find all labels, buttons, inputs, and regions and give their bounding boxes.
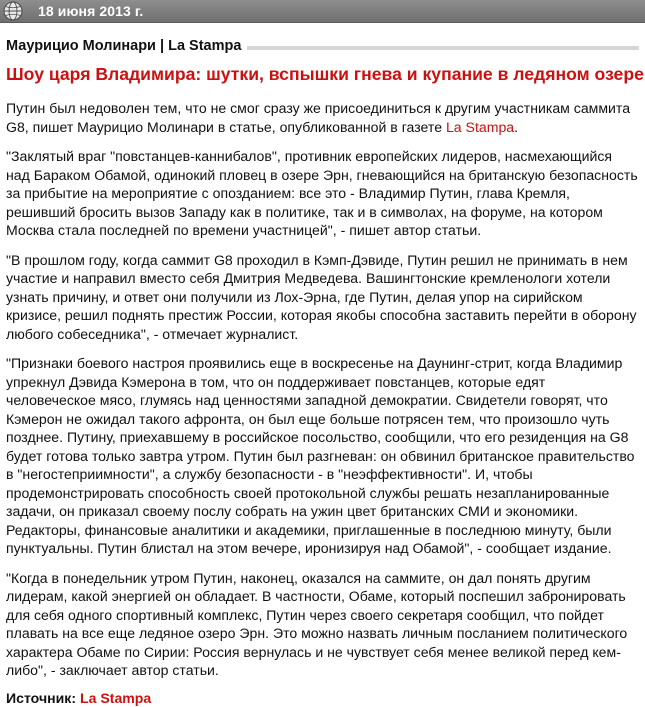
article-source xyxy=(6,689,639,707)
article-title: Шоу царя Владимира: шутки, вспышки гнева и купание в ледяном озере xyxy=(6,63,639,85)
globe-icon xyxy=(3,1,23,21)
author-bar xyxy=(6,38,639,56)
article-body xyxy=(6,99,639,707)
publication-date: 18 июня 2013 г. xyxy=(38,3,143,19)
article-intro xyxy=(6,99,639,136)
article-paragraph: "Признаки боевого настроя проявились еще в воскресенье на Даунинг-стрит, когда Владимир упрекнул Дэвида Кэмерона в том, что он поддерживает повстанцев, которые едят человеческое мясо, глумясь над ценностями западной демократии. Свидетели говорят, что Кэмерон не ожидал такого афронта, он был еще больше потрясен тем, что произошло чуть позднее. Путину, приехавшему в российское посольство, сообщили, что его резиденция на G8 будет готова только завтра утром. Путин был разгневан: он обвинил британское правительство в "негостеприимности", а службу безопасности - в "неэффективности". И, чтобы продемонстрировать способность своей протокольной службы решать незапланированные задачи, он приказал своему послу собрать на ужин цвет британских СМИ и экономики. Редакторы, финансовые аналитики и академики, приглашенные в последнюю минуту, были пунктуальны. Путин блистал на этом вечере, иронизируя над Обамой", - сообщает издание. xyxy=(6,354,639,558)
article-paragraph: "Заклятый враг "повстанцев-каннибалов", противник европейских лидеров, насмехающийся над Бараком Обамой, одинокий пловец в озере Эрн, гневающийся на британскую безопасность за прибытие на мероприятие с опозданием: все это - Владимир Путин, глава Кремля, решивший бросить вызов Западу как в политике, так и в символах, на форуме, на котором Москва стала последней по времени участницей", - пишет автор статьи. xyxy=(6,147,639,240)
source-label: Источник: xyxy=(6,690,76,706)
date-bar xyxy=(0,0,645,23)
article-paragraph: "Когда в понедельник утром Путин, наконец, оказался на саммите, он дал понять другим лидерам, какой энергией он обладает. В частности, Обаме, который поспешил забронировать для себя одного спортивный комплекс, Путин через своего секретаря сообщил, что пойдет плавать на все еще ледяное озеро Эрн. Это можно назвать личным посланием политического характера Обаме по Сирии: Россия вернулась и не чувствует себя менее великой перед кем-либо", - заключает автор статьи. xyxy=(6,569,639,680)
source-link[interactable]: La Stampa xyxy=(80,690,151,706)
article-author: Маурицио Молинари | La Stampa xyxy=(6,38,247,54)
la-stampa-link[interactable]: La Stampa xyxy=(446,119,514,135)
intro-text: Путин был недоволен тем, что не смог сразу же присоединиться к другим участникам саммита G8, пишет Маурицио Молинари в статье, опубликованной в газете xyxy=(6,100,630,135)
article-paragraph: "В прошлом году, когда саммит G8 проходил в Кэмп-Дэвиде, Путин решил не принимать в нем участие и направил вместо себя Дмитрия Медведева. Вашингтонские кремленологи хотели узнать причину, и ответ они получили из Лох-Эрна, где Путин, делая упор на сирийском кризисе, решил поднять престиж России, которая якобы способна заставить перейти в оборону любого собеседника", - отмечает журналист. xyxy=(6,251,639,344)
intro-end: . xyxy=(514,119,518,135)
